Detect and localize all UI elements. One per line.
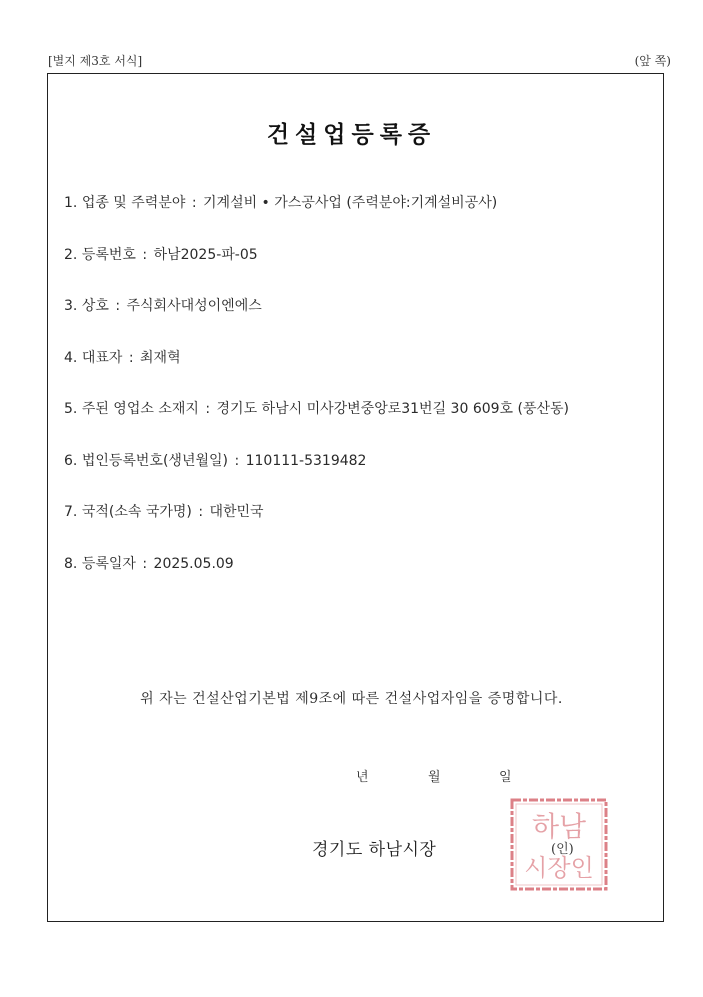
- date-month-label: 월: [428, 770, 441, 785]
- item-registration-number: 2. 등록번호 : 하남2025-파-05: [64, 246, 258, 263]
- certification-statement: 위 자는 건설산업기본법 제9조에 따른 건설사업자임을 증명합니다.: [140, 691, 563, 707]
- item-registration-date: 8. 등록일자 : 2025.05.09: [64, 555, 234, 572]
- item-address: 5. 주된 영업소 소재지 : 경기도 하남시 미사강변중앙로31번길 30 609호 (풍산동): [64, 401, 570, 417]
- item-value: 2025.05.09: [153, 555, 234, 572]
- date-year-label: 년: [356, 770, 369, 785]
- page-side-label: (앞 쪽): [634, 54, 671, 68]
- item-label: 업종 및 주력분야: [81, 195, 186, 211]
- item-number: 1.: [64, 195, 78, 211]
- item-label: 등록일자: [81, 555, 136, 572]
- item-value: 기계설비 • 가스공사업 (주력분야:기계설비공사): [203, 195, 498, 211]
- item-number: 6.: [64, 452, 78, 469]
- item-value: 경기도 하남시 미사강변중앙로31번길 30 609호 (풍산동): [216, 401, 570, 417]
- date-day-label: 일: [499, 770, 512, 785]
- item-label: 등록번호: [81, 246, 136, 263]
- item-value: 하남2025-파-05: [153, 246, 258, 263]
- item-nationality: 7. 국적(소속 국가명) : 대한민국: [64, 504, 264, 520]
- item-label: 주된 영업소 소재지: [81, 401, 199, 417]
- document-title: 건설업등록증: [266, 122, 437, 148]
- item-number: 4.: [64, 349, 78, 366]
- item-value: 최재혁: [140, 349, 181, 366]
- item-label: 국적(소속 국가명): [81, 504, 192, 520]
- item-value: 주식회사대성이엔에스: [126, 298, 262, 314]
- form-code: [별지 제3호 서식]: [48, 54, 143, 68]
- seal-line-1: 하남: [531, 810, 587, 843]
- item-corporate-number: 6. 법인등록번호(생년월일) : 110111-5319482: [64, 452, 367, 469]
- item-number: 8.: [64, 555, 78, 572]
- item-number: 3.: [64, 298, 78, 314]
- item-value: 대한민국: [209, 504, 264, 520]
- item-list: [64, 190, 664, 602]
- item-number: 2.: [64, 246, 78, 263]
- item-business-type: 1. 업종 및 주력분야 : 기계설비 • 가스공사업 (주력분야:기계설비공사): [64, 195, 498, 211]
- issuer-name: 경기도 하남시장: [312, 840, 437, 860]
- item-label: 대표자: [81, 349, 123, 366]
- item-label: 상호: [81, 298, 109, 314]
- seal-label: (인): [551, 842, 574, 857]
- item-value: 110111-5319482: [245, 452, 367, 469]
- item-label: 법인등록번호(생년월일): [81, 452, 228, 469]
- item-number: 7.: [64, 504, 78, 520]
- item-representative: 4. 대표자 : 최재혁: [64, 349, 181, 366]
- item-number: 5.: [64, 401, 78, 417]
- item-company-name: 3. 상호 : 주식회사대성이엔에스: [64, 298, 262, 314]
- seal-line-2: 시장인: [524, 854, 594, 882]
